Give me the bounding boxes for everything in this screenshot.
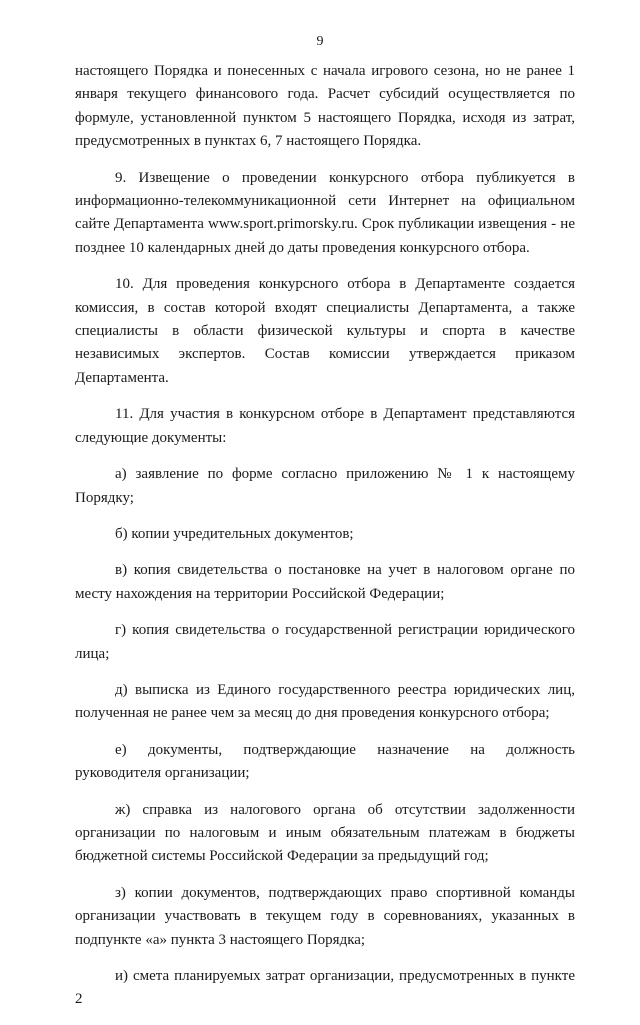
list-item-z: з) копии документов, подтверждающих право спортивной команды организации участвовать в текущем году в соревнованиях, указанных в подпункте «а» пункта 3 настоящего Порядка; (75, 884, 575, 948)
list-item-v: в) копия свидетельства о постановке на учет в налоговом органе по месту нахождения на территории Российской Федерации; (75, 562, 575, 602)
list-item-g: г) копия свидетельства о государственной регистрации юридического лица; (75, 622, 575, 662)
list-item-b: б) копии учредительных документов; (115, 525, 354, 542)
paragraph-9: 9. Извещение о проведении конкурсного отбора публикуется в информационно-телекоммуникационной сети Интернет на официальном сайте Департамента www.sport.primorsky.ru. Срок публикации извещения - не позднее 10 календарных дней до даты проведения конкурсного отбора. (75, 169, 575, 256)
paragraph-11: 11. Для участия в конкурсном отборе в Департамент представляются следующие документы: (75, 406, 575, 446)
document-body (75, 60, 575, 1025)
paragraph-continuation: настоящего Порядка и понесенных с начала игрового сезона, но не ранее 1 января текущего финансового года. Расчет субсидий осуществляется по формуле, установленной пунктом 5 настоящего Порядка, исходя из затрат, предусмотренных в пунктах 6, 7 настоящего Порядка. (75, 63, 575, 150)
page-number: 9 (316, 34, 324, 49)
list-item-d: д) выписка из Единого государственного реестра юридических лиц, полученная не ранее чем за месяц до дня проведения конкурсного отбора; (75, 681, 575, 722)
list-item-i: и) смета планируемых затрат организации, предусмотренных в пункте 2 (75, 968, 575, 1008)
list-item-a: а) заявление по форме согласно приложению № 1 к настоящему Порядку; (75, 466, 575, 506)
list-item-e: е) документы, подтверждающие назначение на должность руководителя организации; (75, 741, 575, 782)
list-item-zh: ж) справка из налогового органа об отсутствии задолженности организации по налоговым и иным обязательным платежам в бюджеты бюджетной системы Российской Федерации за предыдущий год; (75, 801, 575, 865)
paragraph-10: 10. Для проведения конкурсного отбора в Департаменте создается комиссия, в состав которой входят специалисты Департамента, а также специалисты в области физической культуры и спорта в качестве независимых экспертов. Состав комиссии утверждается приказом Департамента. (75, 276, 575, 386)
